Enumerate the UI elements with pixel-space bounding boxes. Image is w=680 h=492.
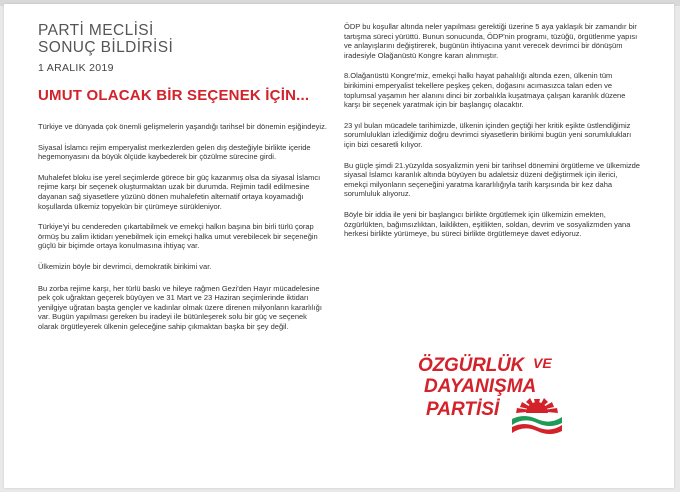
date: 1 ARALIK 2019 xyxy=(38,62,114,74)
right-column xyxy=(344,22,640,250)
left-paragraphs xyxy=(38,122,328,332)
flag-sun-icon xyxy=(512,397,562,439)
logo-text-line-2: DAYANIŞMA xyxy=(424,376,537,397)
paragraph: 23 yıl bulan mücadele tarihimizde, ülkenin içinden geçtiği her kritik eşikte üstlendiğimiz sorumlulukları izlediğimiz doğru devrimci siyasetlerin birikimi bugün yeni sorumlulukları için bizi cesaretli kılıyor. xyxy=(344,120,632,149)
paragraph: Türkiye ve dünyada çok önemli gelişmelerin yaşandığı tarihsel bir dönemin eşiğindeyiz. xyxy=(38,122,327,131)
paragraph: Bu zorba rejime karşı, her türlü baskı ve hileye rağmen Gezi'den Hayır mücadelesine pek çok uğraktan geçerek büyüyen ve 31 Mart ve 23 Haziran seçimlerinde iktidarı yenilgiye uğratan başta gençler ve kadınlar olmak üzere direnen milyonların kararlılığı var. Bugün yapılması gereken bu iradeyi ile bütünleşerek solu bir güç ve seçenek olarak örgütleyerek ülkenin geleceğine sahip çıkmaktan başka bir şey değil. xyxy=(38,283,322,331)
logo-text-ve: VE xyxy=(533,355,552,371)
paragraph: Muhalefet bloku ise yerel seçimlerde görece bir güç kazanmış olsa da siyasal İslamcı rejime karşı bir seçenek oluşturmaktan uzak bir durumda. Rejimin tadil edilmesine dayanan sağ siyasetlere yüzünü dönen muhalefetin alternatif ortaya koyamadığı koşullarda ülkemiz topyekün bir çürümeye sürükleniyor. xyxy=(38,172,321,211)
paragraph: 8.Olağanüstü Kongre'miz, emekçi halkı hayat pahalılığı altında ezen, ülkenin tüm birikimini emperyalist tekellere peşkeş çeken, doğasını acımasızca talan eden ve toplumsal yaşamın her alanını dinci bir zorbalıkla kuşatmaya çalışan karanlık düzene karşı bir seçenek yaratmak için bir başlangıç olacaktır. xyxy=(344,71,626,110)
left-column xyxy=(38,22,328,343)
paragraph: Siyasal İslamcı rejim emperyalist merkezlerden gelen dış desteğiyle birlikte içeride hegemonyasını da büyük ölçüde kaybederek bir çözülme sürecine girdi. xyxy=(38,142,311,162)
logo-text-line-3: PARTİSİ xyxy=(426,399,500,420)
paragraph: Böyle bir iddia ile yeni bir başlangıcı birlikte örgütlemek için ülkemizin emekten, özgürlükten, bağımsızlıktan, laiklikten, eşitlikten, soldan, devrim ve sosyalizmden yana herkesi birlikte yürümeye, bu süreci birlikte örgütlemeye davet ediyoruz. xyxy=(344,209,631,239)
slogan: UMUT OLACAK BİR SEÇENEK İÇİN... xyxy=(38,87,310,104)
party-logo xyxy=(418,355,563,450)
paragraph: Ülkemizin böyle bir devrimci, demokratik birikimi var. xyxy=(38,261,212,271)
paragraph: Türkiye'yi bu cendereden çıkartabilmek ve emekçi halkın başına bin birli türlü çorap örmüş bu zalim iktidarı yenebilmek için emekçi halka umut verebilecek bir seçeneğin güçlü bir biçimde ortaya konulmasına ihtiyaç var. xyxy=(38,222,318,251)
paragraph: Bu güçle şimdi 21.yüzyılda sosyalizmin yeni bir tarihsel dönemini örgütleme ve ülkemizde siyasal İslamcı karanlık altında büyüyen bu adaletsiz düzeni değiştirmek için ilerici, emekçi milyonların seçeneğini yaratma kararlılığıyla tarih karşısında bir kez daha sorumluluk alıyoruz. xyxy=(344,160,640,199)
title-line-1: PARTİ MECLİSİ xyxy=(38,22,154,39)
logo-text-line-1: ÖZGÜRLÜK xyxy=(418,355,525,376)
title-line-2: SONUÇ BİLDİRİSİ xyxy=(38,39,174,56)
paragraph: ÖDP bu koşullar altında neler yapılması gerektiği üzerine 5 aya yaklaşık bir zamandır bir tartışma süreci yürüttü. Bunun sonucunda, ÖDP'nin programı, tüzüğü, örgütlenme yapısı ve anlayışlarını değiştirerek, bugünün ihtiyacına yanıt verecek devrimci bir dönüşüm iradesiyle Olağanüstü Kongre kararı alınmıştır. xyxy=(344,22,638,60)
